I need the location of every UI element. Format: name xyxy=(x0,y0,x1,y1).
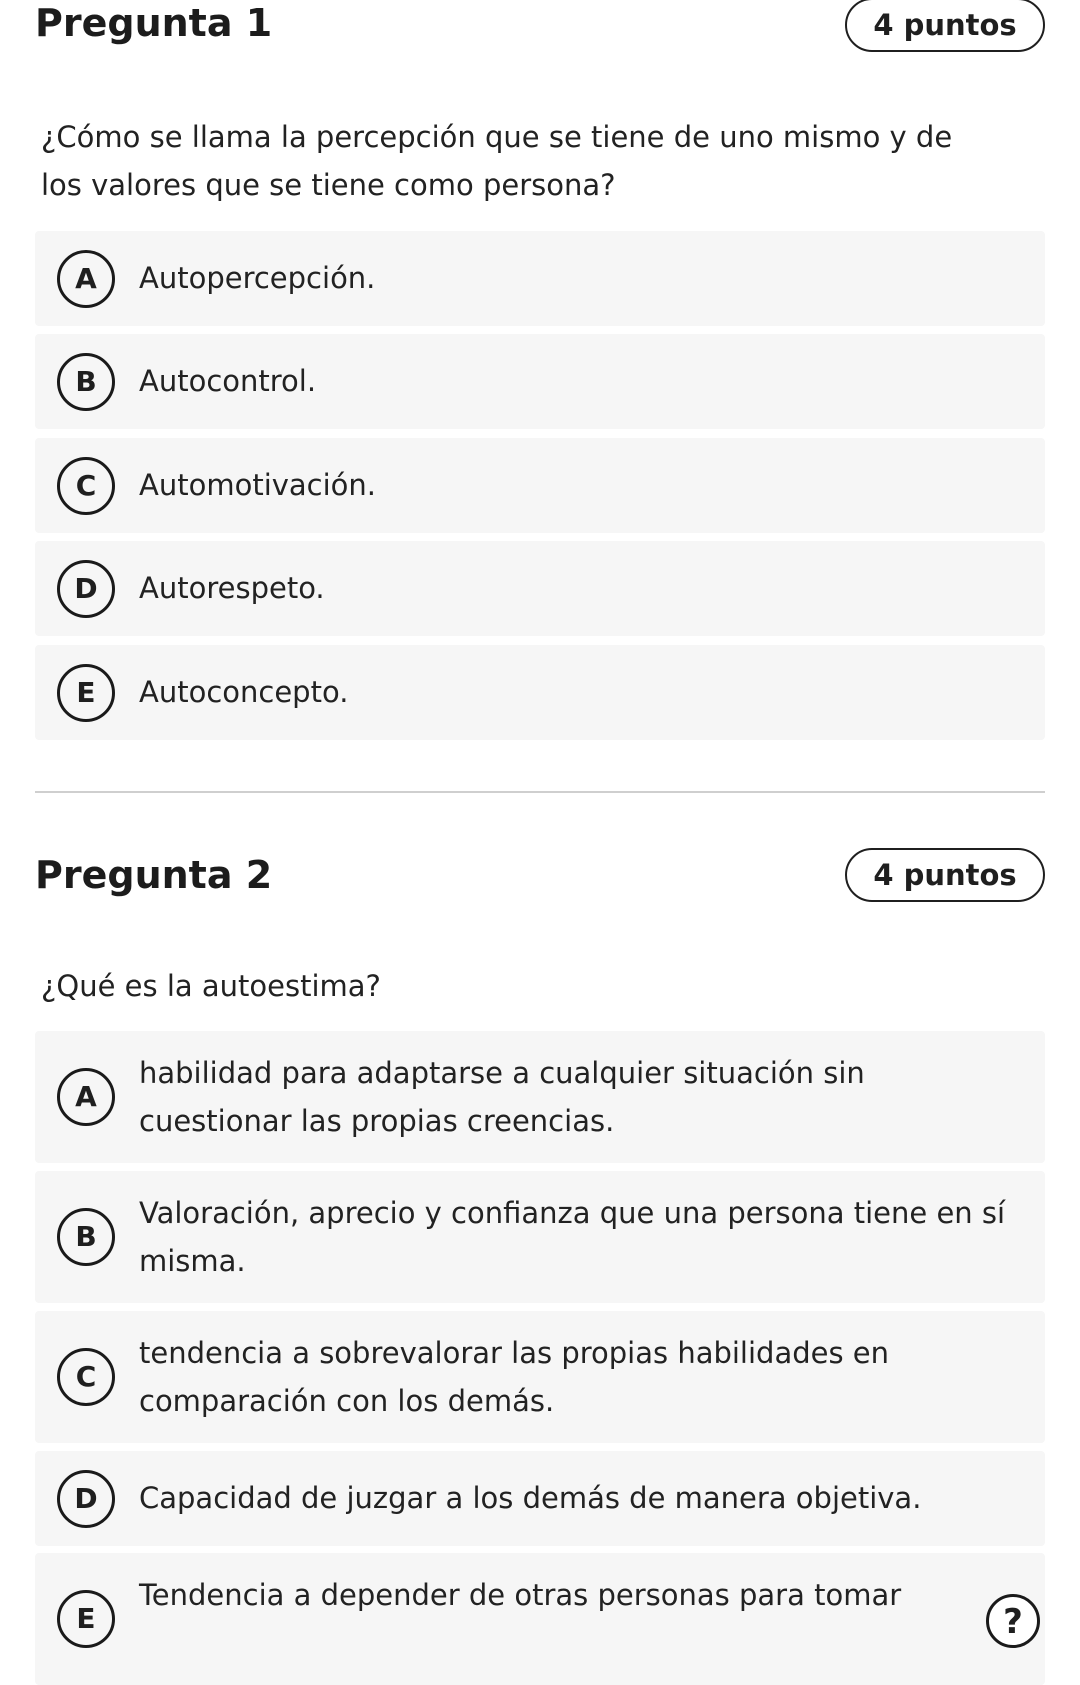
question-1-option-c[interactable] xyxy=(35,438,1045,533)
option-text: Capacidad de juzgar a los demás de manera objetiva. xyxy=(139,1481,922,1515)
question-2 xyxy=(35,846,1045,906)
question-1-option-b[interactable] xyxy=(35,334,1045,429)
question-2-option-c[interactable] xyxy=(35,1311,1045,1443)
option-letter-b: B xyxy=(57,1208,115,1266)
question-1-option-e[interactable] xyxy=(35,645,1045,740)
question-2-option-e-clipped xyxy=(35,1553,1045,1635)
question-1-option-d[interactable] xyxy=(35,541,1045,636)
option-text: Autorespeto. xyxy=(139,571,325,605)
question-2-option-d[interactable] xyxy=(35,1451,1045,1546)
option-letter-b: B xyxy=(57,353,115,411)
option-text: Tendencia a depender de otras personas para tomar xyxy=(139,1578,902,1612)
question-1-header xyxy=(35,0,1045,60)
option-text: habilidad para adaptarse a cualquier situación sin cuestionar las propias creencias. xyxy=(139,1056,865,1138)
question-2-title: Pregunta 2 xyxy=(35,853,273,897)
option-letter-e: E xyxy=(57,1590,115,1648)
option-text: Automotivación. xyxy=(139,468,377,502)
option-text: Autocontrol. xyxy=(139,364,317,398)
question-divider xyxy=(35,791,1045,793)
option-text: Valoración, aprecio y confianza que una persona tiene en sí misma. xyxy=(139,1196,1006,1278)
option-letter-c: C xyxy=(57,457,115,515)
help-icon[interactable]: ? xyxy=(986,1594,1040,1648)
question-1-option-a[interactable] xyxy=(35,231,1045,326)
question-2-option-e[interactable] xyxy=(35,1553,1045,1685)
option-letter-d: D xyxy=(57,560,115,618)
question-1-title: Pregunta 1 xyxy=(35,1,273,45)
question-2-header xyxy=(35,846,1045,906)
option-text: tendencia a sobrevalorar las propias habilidades en comparación con los demás. xyxy=(139,1336,890,1418)
option-text: Autopercepción. xyxy=(139,261,376,295)
question-1-text: ¿Cómo se llama la percepción que se tiene de uno mismo y de los valores que se tiene como persona? xyxy=(41,120,953,202)
question-1 xyxy=(35,0,1045,60)
question-1-points-badge: 4 puntos xyxy=(845,0,1045,52)
question-2-text: ¿Qué es la autoestima? xyxy=(41,969,381,1003)
question-2-points-badge: 4 puntos xyxy=(845,848,1045,902)
option-letter-d: D xyxy=(57,1470,115,1528)
question-2-option-b[interactable] xyxy=(35,1171,1045,1303)
option-letter-a: A xyxy=(57,250,115,308)
question-2-option-a[interactable] xyxy=(35,1031,1045,1163)
option-letter-c: C xyxy=(57,1348,115,1406)
option-text: Autoconcepto. xyxy=(139,675,349,709)
option-letter-a: A xyxy=(57,1068,115,1126)
option-letter-e: E xyxy=(57,664,115,722)
